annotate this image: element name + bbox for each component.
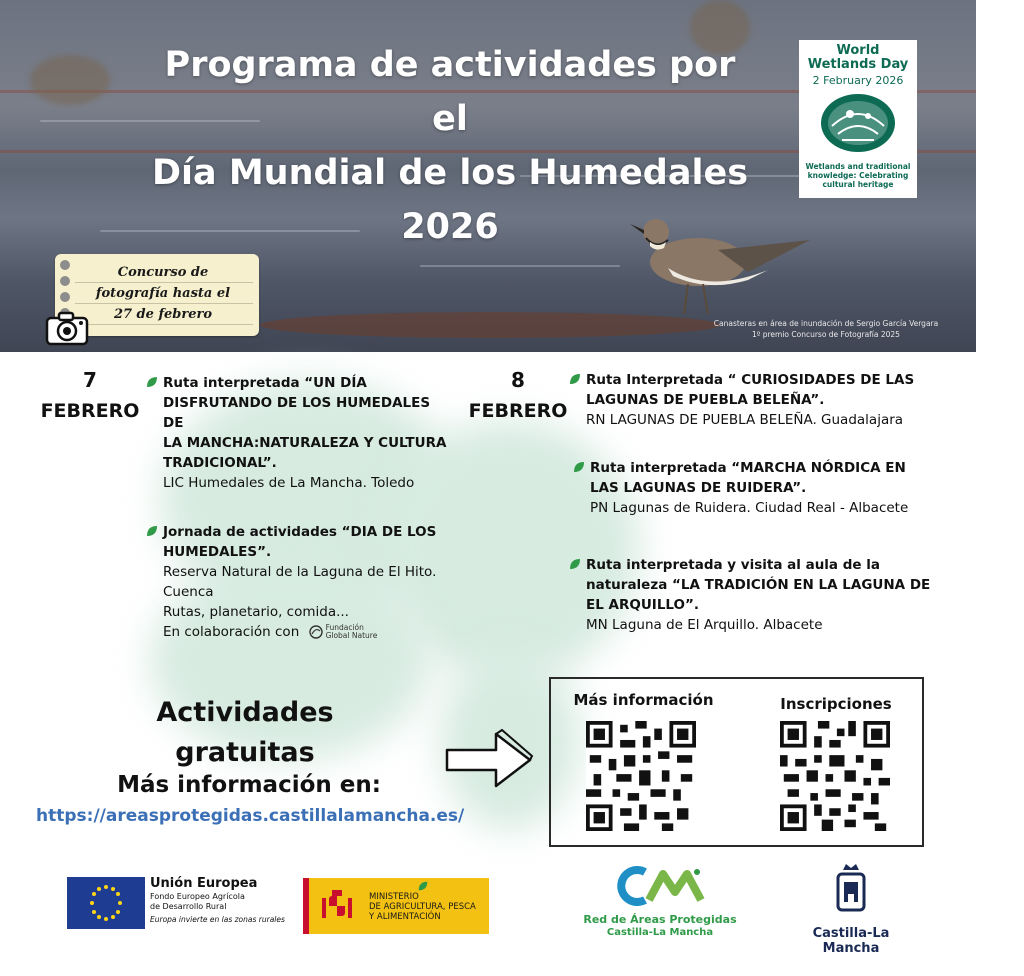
wwd-date: 2 February 2026 <box>812 74 904 87</box>
activity-item <box>586 555 931 635</box>
date-month: FEBRERO <box>40 400 140 422</box>
eu-fund-line: de Desarrollo Rural <box>150 902 227 911</box>
activity-name-line: Ruta Interpretada “ CURIOSIDADES DE LAS <box>586 372 915 388</box>
page-title <box>150 38 750 254</box>
contest-line: fotografía hasta el <box>95 286 231 301</box>
qr-codes-panel <box>549 677 924 847</box>
leaf-bullet-icon <box>568 372 582 386</box>
wwd-title <box>799 44 917 72</box>
eu-funding-text <box>150 876 300 925</box>
camera-icon <box>44 308 90 348</box>
ministry-logo <box>303 878 489 934</box>
activity-name-line: LA MANCHA:NATURALEZA Y CULTURA <box>163 435 447 451</box>
ministry-line: DE AGRICULTURA, PESCA <box>369 902 476 912</box>
partner-name <box>326 624 378 640</box>
activity-name <box>163 373 453 473</box>
contest-line: 27 de febrero <box>113 307 213 322</box>
protected-areas-network-icon <box>615 866 705 906</box>
notebook-ring <box>60 276 70 286</box>
free-activities-line: gratuitas <box>175 737 315 768</box>
date-day-number: 7 <box>83 368 97 392</box>
eu-motto: Europa invierte en las zonas rurales <box>150 915 285 924</box>
qr-label-registrations: Inscripciones <box>780 695 892 713</box>
free-activities-heading <box>118 693 372 773</box>
more-info-heading: Más información en: <box>117 772 381 798</box>
activity-name-line: DISFRUTANDO DE LOS HUMEDALES DE <box>163 395 431 431</box>
activity-name <box>586 370 926 410</box>
leaf-bullet-icon <box>572 460 586 474</box>
activity-location: RN LAGUNAS DE PUEBLA BELEÑA. Guadalajara <box>586 412 904 428</box>
activity-name-line: Ruta interpretada y visita al aula de la <box>586 557 880 573</box>
blurred-bird <box>30 55 110 105</box>
qr-code-registrations[interactable] <box>780 721 890 831</box>
activity-name-line: LAS LAGUNAS DE RUIDERA”. <box>590 480 807 496</box>
activity-name-line: Ruta interpretada “MARCHA NÓRDICA EN <box>590 460 906 476</box>
activity-detail: Rutas, planetario, comida... <box>163 604 349 620</box>
photo-credit-line: Canasteras en área de inundación de Sergio García Vergara <box>713 319 939 328</box>
arrow-right-icon <box>444 728 534 792</box>
activity-item <box>163 373 453 493</box>
eu-fund-line: Fondo Europeo Agrícola <box>150 892 245 901</box>
activity-location: Cuenca <box>163 584 214 600</box>
globe-leaf-icon <box>308 625 324 639</box>
activity-name-line: naturaleza “LA TRADICIÓN EN LA LAGUNA DE <box>586 577 931 593</box>
eu-title: Unión Europea <box>150 876 258 891</box>
leaf-bullet-icon <box>145 524 159 538</box>
leaf-bullet-icon <box>145 375 159 389</box>
activity-location: LIC Humedales de La Mancha. Toledo <box>163 475 415 491</box>
ministry-line: Y ALIMENTACIÓN <box>369 912 441 922</box>
wwd-title-line: Wetlands Day <box>807 57 909 72</box>
network-name: Red de Áreas Protegidas <box>583 913 737 926</box>
activity-location: Reserva Natural de la Laguna de El Hito. <box>163 564 437 580</box>
activity-location: MN Laguna de El Arquillo. Albacete <box>586 617 823 633</box>
activity-name-line: LAGUNAS DE PUEBLA BELEÑA”. <box>586 392 825 408</box>
castilla-la-mancha-logo <box>786 862 916 956</box>
collaboration-text: En colaboración con <box>163 624 300 640</box>
leaf-bullet-icon <box>568 557 582 571</box>
qr-code-more-info[interactable] <box>586 721 696 831</box>
wwd-title-line: World <box>836 43 880 58</box>
date-day-number: 8 <box>511 368 525 392</box>
activity-item <box>590 458 930 518</box>
photo-credit <box>680 318 972 340</box>
wetlands-emblem-icon <box>818 92 898 154</box>
activity-name-line: HUMEDALES”. <box>163 544 272 560</box>
partner-name-line: Fundación <box>325 623 364 632</box>
ministry-name <box>369 892 476 922</box>
spain-coat-of-arms-icon <box>317 886 357 926</box>
activity-name <box>163 522 453 562</box>
qr-label-more-info: Más información <box>573 691 714 709</box>
notebook-ring <box>60 260 70 270</box>
flag-stripe <box>303 878 309 934</box>
title-line: Programa de actividades por el <box>164 45 736 139</box>
eu-flag-logo <box>67 877 145 929</box>
photo-credit-line: 1º premio Concurso de Fotografía 2025 <box>752 330 900 339</box>
leaf-icon <box>417 880 429 892</box>
activity-location: PN Lagunas de Ruidera. Ciudad Real - Albacete <box>590 500 909 516</box>
contest-line: Concurso de <box>117 265 209 280</box>
collaboration-line <box>163 622 453 642</box>
activity-name-line: Jornada de actividades “DIA DE LOS <box>163 524 437 540</box>
wwd-tagline <box>799 162 917 189</box>
fundacion-global-nature-logo <box>308 624 378 640</box>
notebook-ring <box>60 292 70 302</box>
contest-text <box>73 262 253 325</box>
activity-name-line: TRADICIONAL”. <box>163 455 277 471</box>
activity-name-line: EL ARQUILLO”. <box>586 597 700 613</box>
activity-item <box>586 370 926 430</box>
wwd-tagline-line: Wetlands and traditional <box>805 162 911 171</box>
castilla-la-mancha-emblem-icon <box>834 862 868 918</box>
red-areas-protegidas-logo <box>580 866 740 940</box>
ripple <box>420 265 620 267</box>
activity-item <box>163 522 453 642</box>
wwd-tagline-line: cultural heritage <box>822 180 894 189</box>
network-region: Castilla-La Mancha <box>606 927 714 938</box>
free-activities-line: Actividades <box>156 697 334 728</box>
date-month: FEBRERO <box>468 400 568 422</box>
region-name: Castilla-La Mancha <box>812 926 890 956</box>
world-wetlands-day-badge <box>799 40 917 198</box>
ministry-line: MINISTERIO <box>369 892 419 902</box>
website-link[interactable]: https://areasprotegidas.castillalamancha.es/ <box>36 806 465 826</box>
activity-name-line: Ruta interpretada “UN DÍA <box>163 375 367 391</box>
activity-name <box>590 458 930 498</box>
wwd-tagline-line: knowledge: Celebrating <box>807 171 909 180</box>
activity-name <box>586 555 931 615</box>
partner-name-line: Global Nature <box>325 631 378 640</box>
title-line: Día Mundial de los Humedales 2026 <box>151 153 749 247</box>
